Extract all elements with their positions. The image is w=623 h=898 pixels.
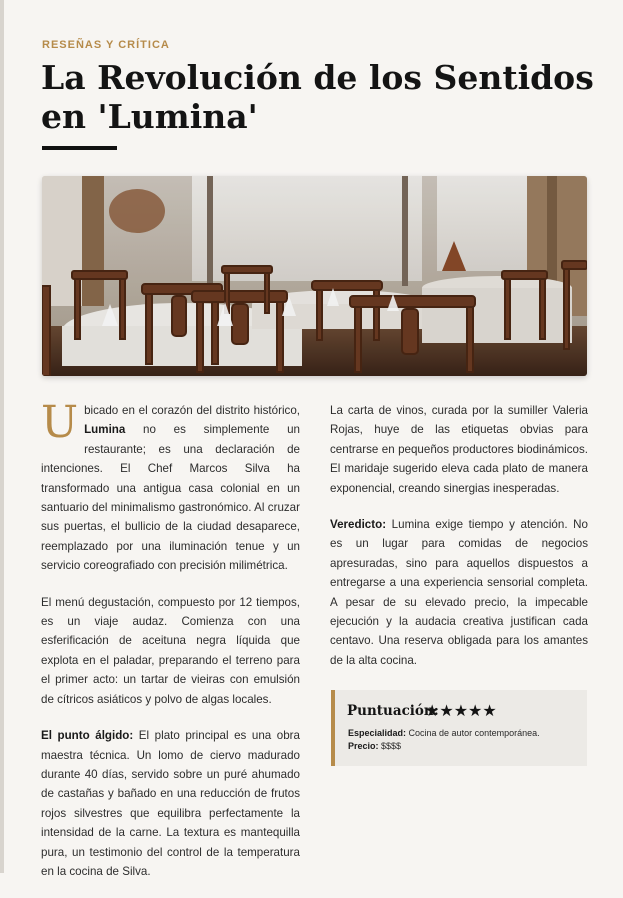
- price-line: [348, 741, 401, 751]
- score-label: Puntuación:: [347, 703, 439, 719]
- intro-paragraph: [41, 397, 300, 576]
- menu-paragraph: El menú degustación, compuesto por 12 tiempos, es un viaje audaz. Comienza con una esferificación de aceituna negra líquida que explota en el paladar, preparando el terreno para el primer acto: un tartar de vieiras con emulsión de cítricos asiáticos y polvo de algas locales.: [41, 595, 300, 706]
- price-label: Precio:: [348, 741, 379, 751]
- article-title: La Revolución de los Sentidos en 'Lumina': [41, 58, 594, 136]
- highlight-paragraph: [41, 726, 300, 881]
- specialty-value: Cocina de autor contemporánea.: [406, 728, 540, 738]
- intro-text-b: no es simplemente un restaurante; es una declaración de intenciones. El Chef Marcos Silva ha transformado una antigua casa colonial en un santuario del minimalismo gastronómico. Al cruzar sus puertas, el bullicio de la ciudad desaparece, reemplazado por una iluminación tenue y un servicio coreografiado con precisión milimétrica.: [41, 423, 300, 573]
- verdict-paragraph: [330, 515, 588, 670]
- highlight-label: El punto álgido:: [41, 729, 134, 743]
- title-underline: [42, 146, 117, 150]
- restaurant-photo: [42, 176, 587, 376]
- specialty-label: Especialidad:: [348, 728, 407, 738]
- drop-cap: U: [41, 397, 79, 448]
- verdict-text: Lumina exige tiempo y atención. No es un lugar para comidas de negocios apresuradas, sino para aquellos dispuestos a entregarse a una experiencia sensorial completa. A pesar de su elevado precio, la impecable ejecución y la audacia creativa justifican cada centavo. Una reserva obligada para los amantes de la alta cocina.: [330, 518, 588, 667]
- wine-paragraph: La carta de vinos, curada por la sumiller Valeria Rojas, huye de las etiquetas obvias para centrarse en pequeños productores biodinámicos. El maridaje sugerido eleva cada plato de manera exponencial, creando sinergias inesperadas.: [330, 404, 588, 495]
- restaurant-photo-illustration: [42, 176, 587, 376]
- section-kicker: RESEÑAS Y CRÍTICA: [42, 39, 170, 51]
- verdict-label: Veredicto:: [330, 518, 387, 532]
- price-value: $$$$: [378, 741, 402, 751]
- page-edge: [0, 0, 4, 873]
- article-column-right: [330, 401, 588, 687]
- specialty-line: [348, 728, 540, 738]
- score-box: [331, 690, 587, 766]
- article-column-left: [41, 397, 300, 898]
- highlight-text: El plato principal es una obra maestra técnica. Un lomo de ciervo madurado durante 40 días, servido sobre un puré ahumado de castañas y bañado en una reducción de frutos rojos silvestres que equilibra perfectamente la intensidad de la carne. La textura es mantequilla pura, un testimonio del control de la temperatura en la cocina de Silva.: [41, 729, 300, 878]
- rating-stars-icon: ★★★★★: [425, 703, 497, 720]
- restaurant-name: Lumina: [84, 423, 126, 437]
- intro-text-a: bicado en el corazón del distrito histórico,: [84, 404, 300, 417]
